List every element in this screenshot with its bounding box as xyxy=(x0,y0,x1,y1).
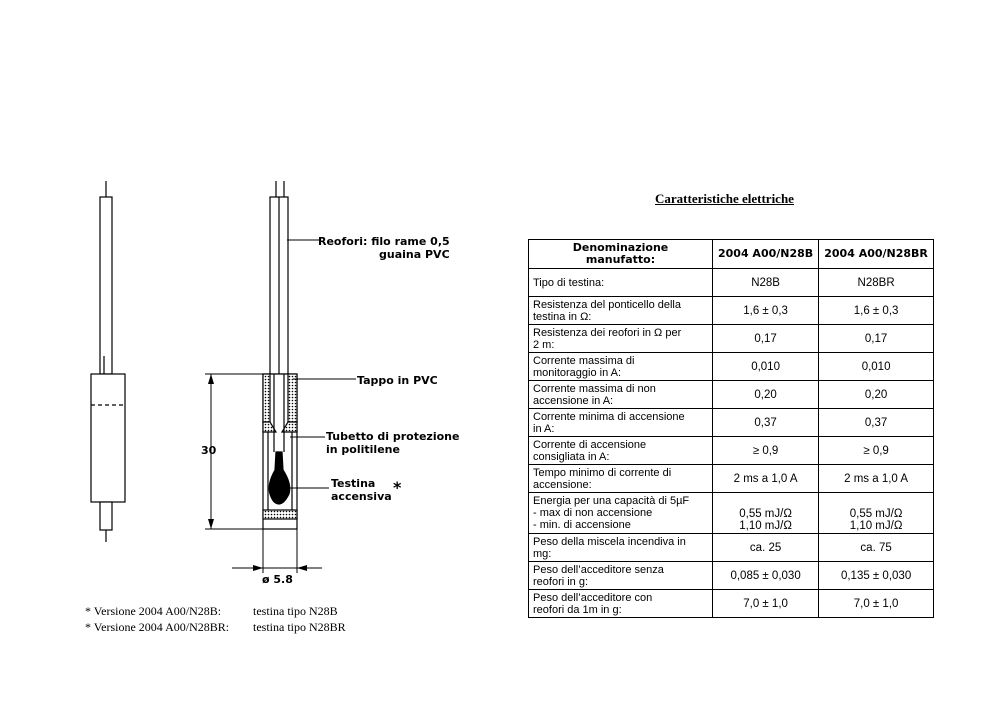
label-testina: Testina accensiva xyxy=(331,477,392,503)
note-row xyxy=(85,603,346,619)
note-desc: testina tipo N28B xyxy=(253,604,338,618)
table-row xyxy=(529,590,934,618)
row-value-n28br: 0,010 xyxy=(819,353,934,381)
row-value-n28br: 0,17 xyxy=(819,325,934,353)
header-n28b: 2004 A00/N28B xyxy=(713,240,819,269)
table-header-row xyxy=(529,240,934,269)
row-value-n28b: N28B xyxy=(713,269,819,297)
version-notes xyxy=(85,603,346,635)
table-row xyxy=(529,269,934,297)
row-param: Resistenza dei reofori in Ω per 2 m: xyxy=(529,325,713,353)
dimension-height: 30 xyxy=(201,444,217,457)
row-value-n28br: 1,6 ± 0,3 xyxy=(819,297,934,325)
note-version: * Versione 2004 A00/N28BR: xyxy=(85,620,230,634)
row-value-n28b: 0,085 ± 0,030 xyxy=(713,562,819,590)
row-value-n28br: 2 ms a 1,0 A xyxy=(819,465,934,493)
row-value-n28br: ≥ 0,9 xyxy=(819,437,934,465)
table-row xyxy=(529,562,934,590)
note-desc: testina tipo N28BR xyxy=(253,620,346,634)
dimension-diameter: ø 5.8 xyxy=(262,573,293,586)
row-value-n28b: 0,55 mJ/Ω 1,10 mJ/Ω xyxy=(713,493,819,534)
table-row xyxy=(529,381,934,409)
row-value-n28b: 2 ms a 1,0 A xyxy=(713,465,819,493)
note-version: * Versione 2004 A00/N28B: xyxy=(85,604,222,618)
table-title: Caratteristiche elettriche xyxy=(655,191,794,206)
spec-table xyxy=(528,239,934,618)
header-n28br: 2004 A00/N28BR xyxy=(819,240,934,269)
table-row xyxy=(529,493,934,534)
row-value-n28b: 1,6 ± 0,3 xyxy=(713,297,819,325)
row-param: Peso dell’acceditore con reofori da 1m in g: xyxy=(529,590,713,618)
row-value-n28b: 0,20 xyxy=(713,381,819,409)
label-tappo: Tappo in PVC xyxy=(357,374,438,387)
row-value-n28b: ca. 25 xyxy=(713,534,819,562)
section-view xyxy=(263,181,297,529)
row-param: Corrente massima di monitoraggio in A: xyxy=(529,353,713,381)
row-param: Peso dell’acceditore senza reofori in g: xyxy=(529,562,713,590)
row-value-n28br: 0,55 mJ/Ω 1,10 mJ/Ω xyxy=(819,493,934,534)
label-asterisk: * xyxy=(393,478,402,497)
table-row xyxy=(529,353,934,381)
row-param: Energia per una capacità di 5µF - max di non accensione - min. di accensione xyxy=(529,493,713,534)
table-row xyxy=(529,437,934,465)
header-denominazione: Denominazione manufatto: xyxy=(529,240,713,269)
table-row xyxy=(529,409,934,437)
external-view xyxy=(91,181,125,542)
row-param: Corrente massima di non accensione in A: xyxy=(529,381,713,409)
row-param: Corrente minima di accensione in A: xyxy=(529,409,713,437)
row-param: Peso della miscela incendiva in mg: xyxy=(529,534,713,562)
note-row xyxy=(85,619,346,635)
row-value-n28br: 0,37 xyxy=(819,409,934,437)
table-row xyxy=(529,534,934,562)
row-value-n28br: 0,20 xyxy=(819,381,934,409)
row-value-n28br: N28BR xyxy=(819,269,934,297)
row-value-n28b: 0,37 xyxy=(713,409,819,437)
row-value-n28b: 0,010 xyxy=(713,353,819,381)
table-row xyxy=(529,297,934,325)
row-param: Resistenza del ponticello della testina in Ω: xyxy=(529,297,713,325)
row-value-n28br: ca. 75 xyxy=(819,534,934,562)
row-value-n28br: 7,0 ± 1,0 xyxy=(819,590,934,618)
row-value-n28b: ≥ 0,9 xyxy=(713,437,819,465)
label-reofori: Reofori: filo rame 0,5 guaina PVC xyxy=(318,235,450,261)
row-value-n28b: 7,0 ± 1,0 xyxy=(713,590,819,618)
table-row xyxy=(529,325,934,353)
row-value-n28br: 0,135 ± 0,030 xyxy=(819,562,934,590)
row-param: Tipo di testina: xyxy=(529,269,713,297)
row-value-n28b: 0,17 xyxy=(713,325,819,353)
row-param: Tempo minimo di corrente di accensione: xyxy=(529,465,713,493)
label-tubetto: Tubetto di protezione in politilene xyxy=(326,430,460,456)
row-param: Corrente di accensione consigliata in A: xyxy=(529,437,713,465)
table-row xyxy=(529,465,934,493)
